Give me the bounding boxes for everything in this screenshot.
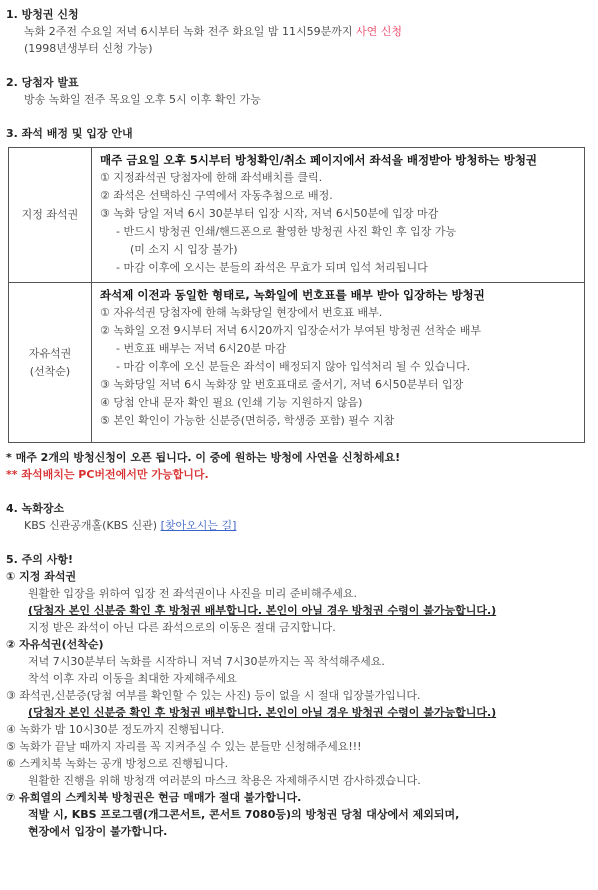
directions-link[interactable]: [찾아오시는 길]: [160, 519, 237, 532]
pc-only-note: ** 좌석배치는 PC버전에서만 가능합니다.: [6, 468, 209, 481]
apply-age-note: (1998년생부터 신청 가능): [24, 42, 153, 55]
location-name: KBS 신관공개홀(KBS 신관): [24, 519, 161, 532]
story-apply-highlight: 사연 신청: [355, 25, 402, 38]
list-item: ① 자유석권 당첨자에 한해 녹화당일 현장에서 번호표 배부.: [100, 306, 383, 319]
caution-item: ④ 녹화가 밤 10시30분 정도까지 진행됩니다.: [6, 723, 225, 736]
free-seat-label: 자유석권 (선착순): [9, 283, 92, 443]
caution-text: 현장에서 입장이 불가합니다.: [28, 825, 168, 838]
list-subitem: - 마감 이후에 오시는 분들의 좌석은 무효가 되며 입석 처리됩니다: [116, 261, 428, 274]
list-subitem: (미 소지 시 입장 불가): [130, 243, 238, 256]
caution-item: ⑦ 유희열의 스케치북 방청권은 현금 매매가 절대 불가합니다.: [6, 791, 302, 804]
location-line: [6, 517, 598, 534]
caution-text: 저녁 7시30분부터 녹화를 시작하니 저녁 7시30분까지는 꼭 착석해주세요.: [28, 655, 385, 668]
free-heading: 좌석제 이전과 동일한 형태로, 녹화일에 번호표를 배부 받아 입장하는 방청권: [100, 288, 485, 302]
caution-item: ⑤ 녹화가 끝날 때까지 자리를 꼭 지켜주실 수 있는 분들만 신청해주세요!!!: [6, 740, 362, 753]
caution-item: ⑥ 스케치북 녹화는 공개 방청으로 진행됩니다.: [6, 757, 229, 770]
list-item: ③ 녹화당일 저녁 6시 녹화장 앞 번호표대로 줄서기, 저녁 6시50분부터 입장: [100, 378, 464, 391]
table-row: [9, 283, 585, 443]
reserved-heading: 매주 금요일 오후 5시부터 방청확인/취소 페이지에서 좌석을 배정받아 방청하는 방청권: [100, 153, 538, 167]
section-seating: [6, 125, 598, 483]
list-subitem: - 반드시 방청권 인쇄/핸드폰으로 촬영한 방청권 사진 확인 후 입장 가능: [116, 225, 457, 238]
caution-id-warning: (당첨자 본인 신분증 확인 후 방청권 배부합니다. 본인이 아닐 경우 방청권 수령이 불가능합니다.): [28, 706, 497, 719]
section-title: 5. 주의 사항!: [6, 553, 74, 566]
section-title: 3. 좌석 배정 및 입장 안내: [6, 127, 133, 140]
list-subitem: - 마감 이후에 오신 분들은 좌석이 배정되지 않아 입석처리 될 수 있습니다.: [116, 360, 471, 373]
caution-text: 착석 이후 자리 이동을 최대한 자제해주세요: [28, 672, 237, 685]
caution-text: 지정 받은 좌석이 아닌 다른 좌석으로의 이동은 절대 금지합니다.: [28, 621, 336, 634]
section-cautions: [6, 551, 598, 840]
free-seat-details: [92, 283, 585, 443]
list-item: ④ 당첨 안내 문자 확인 필요 (인쇄 기능 지원하지 않음): [100, 396, 363, 409]
table-row: [9, 148, 585, 283]
section-announce: [6, 74, 598, 108]
section-title: 1. 방청권 신청: [6, 8, 79, 21]
reserved-seat-label: 지정 좌석권: [9, 148, 92, 283]
reserved-seat-details: [92, 148, 585, 283]
list-item: ② 녹화일 오전 9시부터 저녁 6시20까지 입장순서가 부여된 방청권 선착순 배부: [100, 324, 481, 337]
list-item: ⑤ 본인 확인이 가능한 신분증(면허증, 학생증 포함) 필수 지참: [100, 414, 395, 427]
caution-text: 원활한 진행을 위해 방청객 여러분의 마스크 착용은 자제해주시면 감사하겠습니다.: [28, 774, 421, 787]
section-apply: [6, 6, 598, 57]
caution-item: ③ 좌석권,신분증(당첨 여부를 확인할 수 있는 사진) 등이 없을 시 절대 입장불가입니다.: [6, 689, 421, 702]
caution-text: 원활한 입장을 위하여 입장 전 좌석권이나 사진을 미리 준비해주세요.: [28, 587, 357, 600]
list-item: ② 좌석은 선택하신 구역에서 자동추첨으로 배정.: [100, 189, 333, 202]
section-title: 2. 당첨자 발표: [6, 76, 79, 89]
section-title: 4. 녹화장소: [6, 502, 65, 515]
announce-time: 방송 녹화일 전주 목요일 오후 5시 이후 확인 가능: [24, 93, 261, 106]
list-item: ① 지정좌석권 당첨자에 한해 좌석배치를 클릭.: [100, 171, 323, 184]
caution-reserved-title: ① 지정 좌석권: [6, 570, 77, 583]
section-location: [6, 500, 598, 534]
list-item: ③ 녹화 당일 저녁 6시 30분부터 입장 시작, 저녁 6시50분에 입장 마감: [100, 207, 439, 220]
apply-period: 녹화 2주전 수요일 저녁 6시부터 녹화 전주 화요일 밤 11시59분까지 사연 신청: [24, 25, 402, 38]
caution-free-title: ② 자유석권(선착순): [6, 638, 104, 651]
weekly-open-note: * 매주 2개의 방청신청이 오픈 됩니다. 이 중에 원하는 방청에 사연을 신청하세요!: [6, 451, 401, 464]
list-subitem: - 번호표 배부는 저녁 6시20분 마감: [116, 342, 286, 355]
caution-id-warning: (당첨자 본인 신분증 확인 후 방청권 배부합니다. 본인이 아닐 경우 방청권 수령이 불가능합니다.): [28, 604, 497, 617]
caution-text: 적발 시, KBS 프로그램(개그콘서트, 콘서트 7080등)의 방청권 당첨 대상에서 제외되며,: [28, 808, 460, 821]
seating-table: [8, 147, 585, 443]
